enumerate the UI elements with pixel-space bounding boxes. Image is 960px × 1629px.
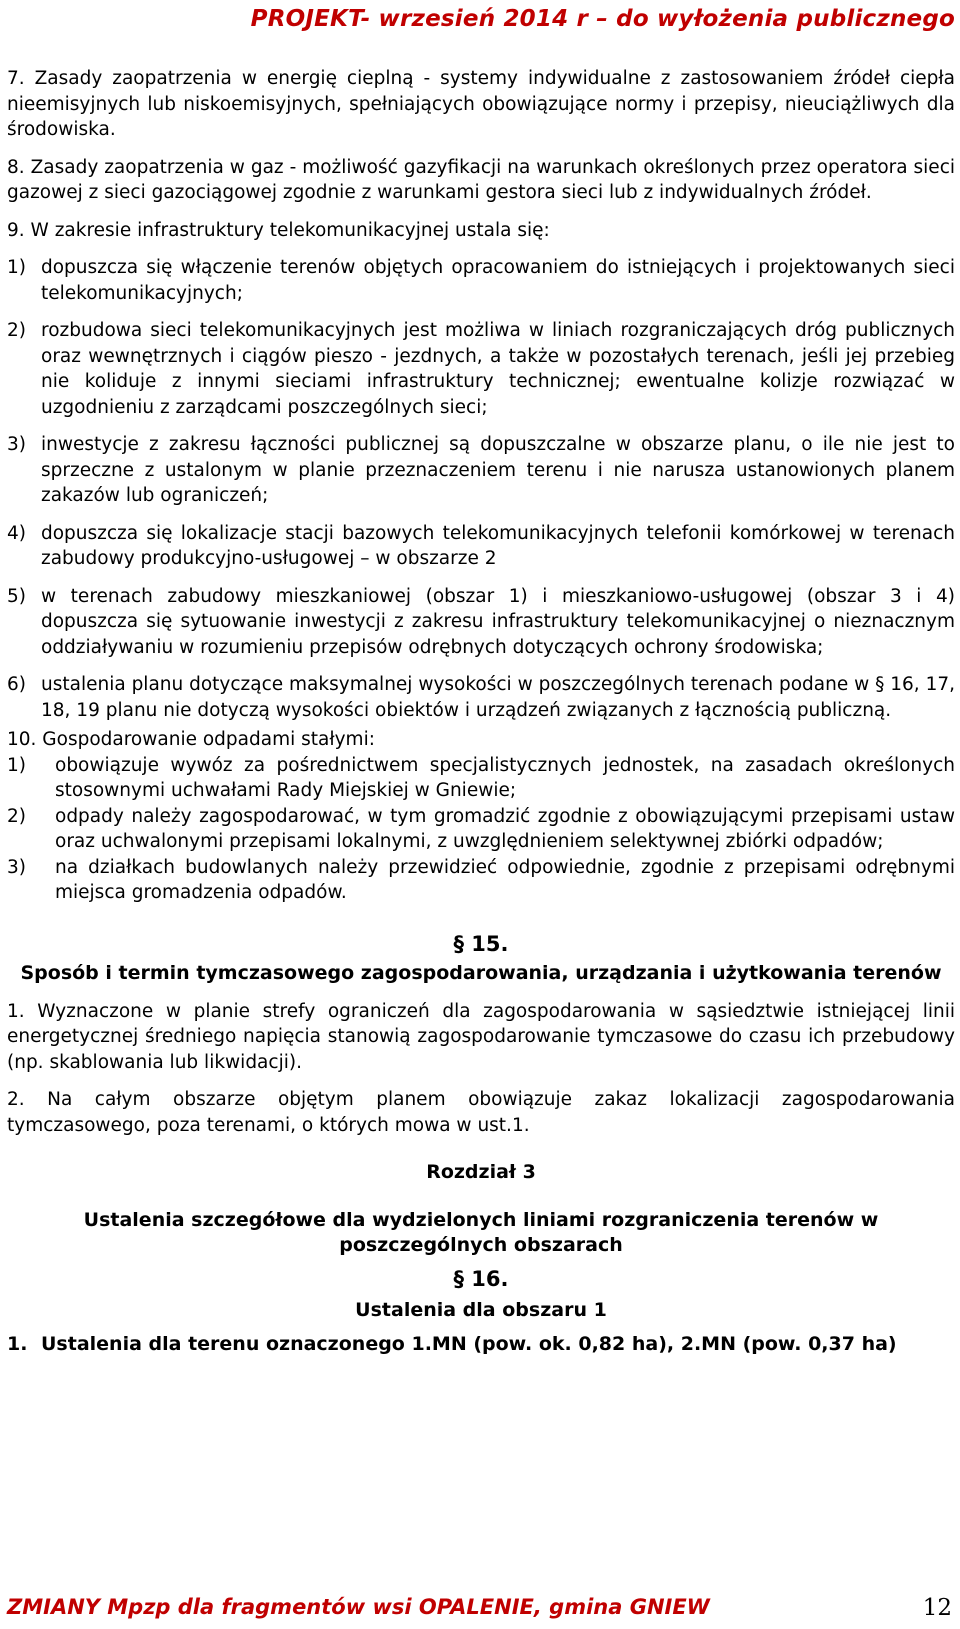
section-15-title: Sposób i termin tymczasowego zagospodarowania, urządzania i użytkowania terenów [20,962,942,984]
list-item [7,255,955,306]
item-number: 2) [7,320,26,341]
item-text: dopuszcza się lokalizacje stacji bazowych telekomunikacyjnych telefonii komórkowej w terenach zabudowy produkcyjno-usługowej – w obszarze 2 [41,522,955,569]
list-item [7,318,955,420]
item-text: obowiązuje wywóz za pośrednictwem specjalistycznych jednostek, na zasadach określonych stosownymi uchwałami Rady Miejskiej w Gniewie; [55,754,955,801]
section-15-paragraph-2: 2. Na całym obszarze objętym planem obowiązuje zakaz lokalizacji zagospodarowania tymczasowego, poza terenami, o których mowa w ust.1. [7,1089,955,1136]
list-item [7,672,955,723]
item-number: 5) [7,585,26,607]
section-15-paragraph-1: 1. Wyznaczone w planie strefy ograniczeń dla zagospodarowania w sąsiedztwie istniejącej linii energetycznej średniego napięcia stanowią zagospodarowanie tymczasowe do czasu ich przebudowy (np. skablowania lub likwidacji). [7,1000,955,1073]
item-number: 1. [7,1332,28,1355]
chapter-label: Rozdział 3 [426,1161,536,1183]
item-text: inwestycje z zakresu łączności publicznej są dopuszczalne w obszarze planu, o ile nie jest to sprzeczne z ustalonym w planie przeznaczeniem terenu i nie narusza ustanowionych planem zakazów lub ograniczeń; [41,434,955,506]
item-number: 4) [7,522,26,544]
telecom-list [7,255,955,723]
item-number: 3) [7,434,26,455]
document-footer-title: ZMIANY Mpzp dla fragmentów wsi OPALENIE, gmina GNIEW [7,1595,710,1619]
paragraph-8: 8. Zasady zaopatrzenia w gaz - możliwość gazyfikacji na warunkach określonych przez operatora sieci gazowej z sieci gazociągowej zgodnie z warunkami gestora sieci lub z indywidualnych źródeł. [7,156,955,203]
item-number: 2) [7,805,26,827]
item-text: odpady należy zagospodarować, w tym gromadzić zgodnie z obowiązującymi przepisami ustaw oraz uchwalonymi przepisami lokalnymi, z uwzględnieniem selektywnej zbiórki odpadów; [55,805,955,852]
draft-header: PROJEKT- wrzesień 2014 r – do wyłożenia publicznego [250,6,955,32]
item-text: rozbudowa sieci telekomunikacyjnych jest możliwa w liniach rozgraniczających dróg publicznych oraz wewnętrznych i ciągów pieszo - jezdnych, a także w pozostałych terenach, jeśli jej przebieg nie koliduje z innymi sieciami infrastruktury technicznej; ewentualne kolizje rozwiązać w uzgodnieniu z zarządcami poszczególnych sieci; [41,320,955,418]
page-number: 12 [922,1595,952,1621]
paragraph-10: 10. Gospodarowanie odpadami stałymi: [7,729,375,750]
item-text: na działkach budowlanych należy przewidzieć odpowiednie, zgodnie z przepisami odrębnymi miejsca gromadzenia odpadów. [55,856,955,903]
list-item [7,432,955,509]
list-item [7,584,955,661]
section-16-mark: § 16. [453,1266,509,1291]
item-text: dopuszcza się włączenie terenów objętych opracowaniem do istniejących i projektowanych sieci telekomunikacyjnych; [41,257,955,304]
list-item [7,804,955,855]
item-number: 1) [7,754,26,776]
list-item [7,855,955,906]
section-16-item [7,1332,955,1358]
document-page [7,0,955,1629]
waste-list [7,753,955,906]
item-text: w terenach zabudowy mieszkaniowej (obszar 1) i mieszkaniowo-usługowej (obszar 3 i 4) dopuszcza się sytuowanie inwestycji z zakresu infrastruktury telekomunikacyjnej o nieznacznym oddziaływaniu w rozumieniu przepisów odrębnych dotyczących ochrony środowiska; [41,585,955,658]
list-item [7,753,955,804]
section-16-title: Ustalenia dla obszaru 1 [355,1299,607,1321]
chapter-title: Ustalenia szczegółowe dla wydzielonych liniami rozgraniczenia terenów w poszczególnych obszarach [83,1208,879,1256]
section-15-mark: § 15. [453,931,509,956]
item-number: 1) [7,257,26,278]
item-text: ustalenia planu dotyczące maksymalnej wysokości w poszczególnych terenach podane w § 16, 17, 18, 19 planu nie dotyczą wysokości obiektów i urządzeń związanych z łącznością publiczną. [41,674,955,721]
document-body [7,66,955,1357]
item-number: 6) [7,674,26,695]
item-text: Ustalenia dla terenu oznaczonego 1.MN (pow. ok. 0,82 ha), 2.MN (pow. 0,37 ha) [41,1332,897,1355]
list-item [7,521,955,572]
item-number: 3) [7,856,26,878]
paragraph-7: 7. Zasady zaopatrzenia w energię cieplną - systemy indywidualne z zastosowaniem źródeł ciepła nieemisyjnych lub niskoemisyjnych, spełniających obowiązujące normy i przepisy, nieuciążliwych dla środowiska. [7,68,955,140]
paragraph-9: 9. W zakresie infrastruktury telekomunikacyjnej ustala się: [7,219,550,241]
